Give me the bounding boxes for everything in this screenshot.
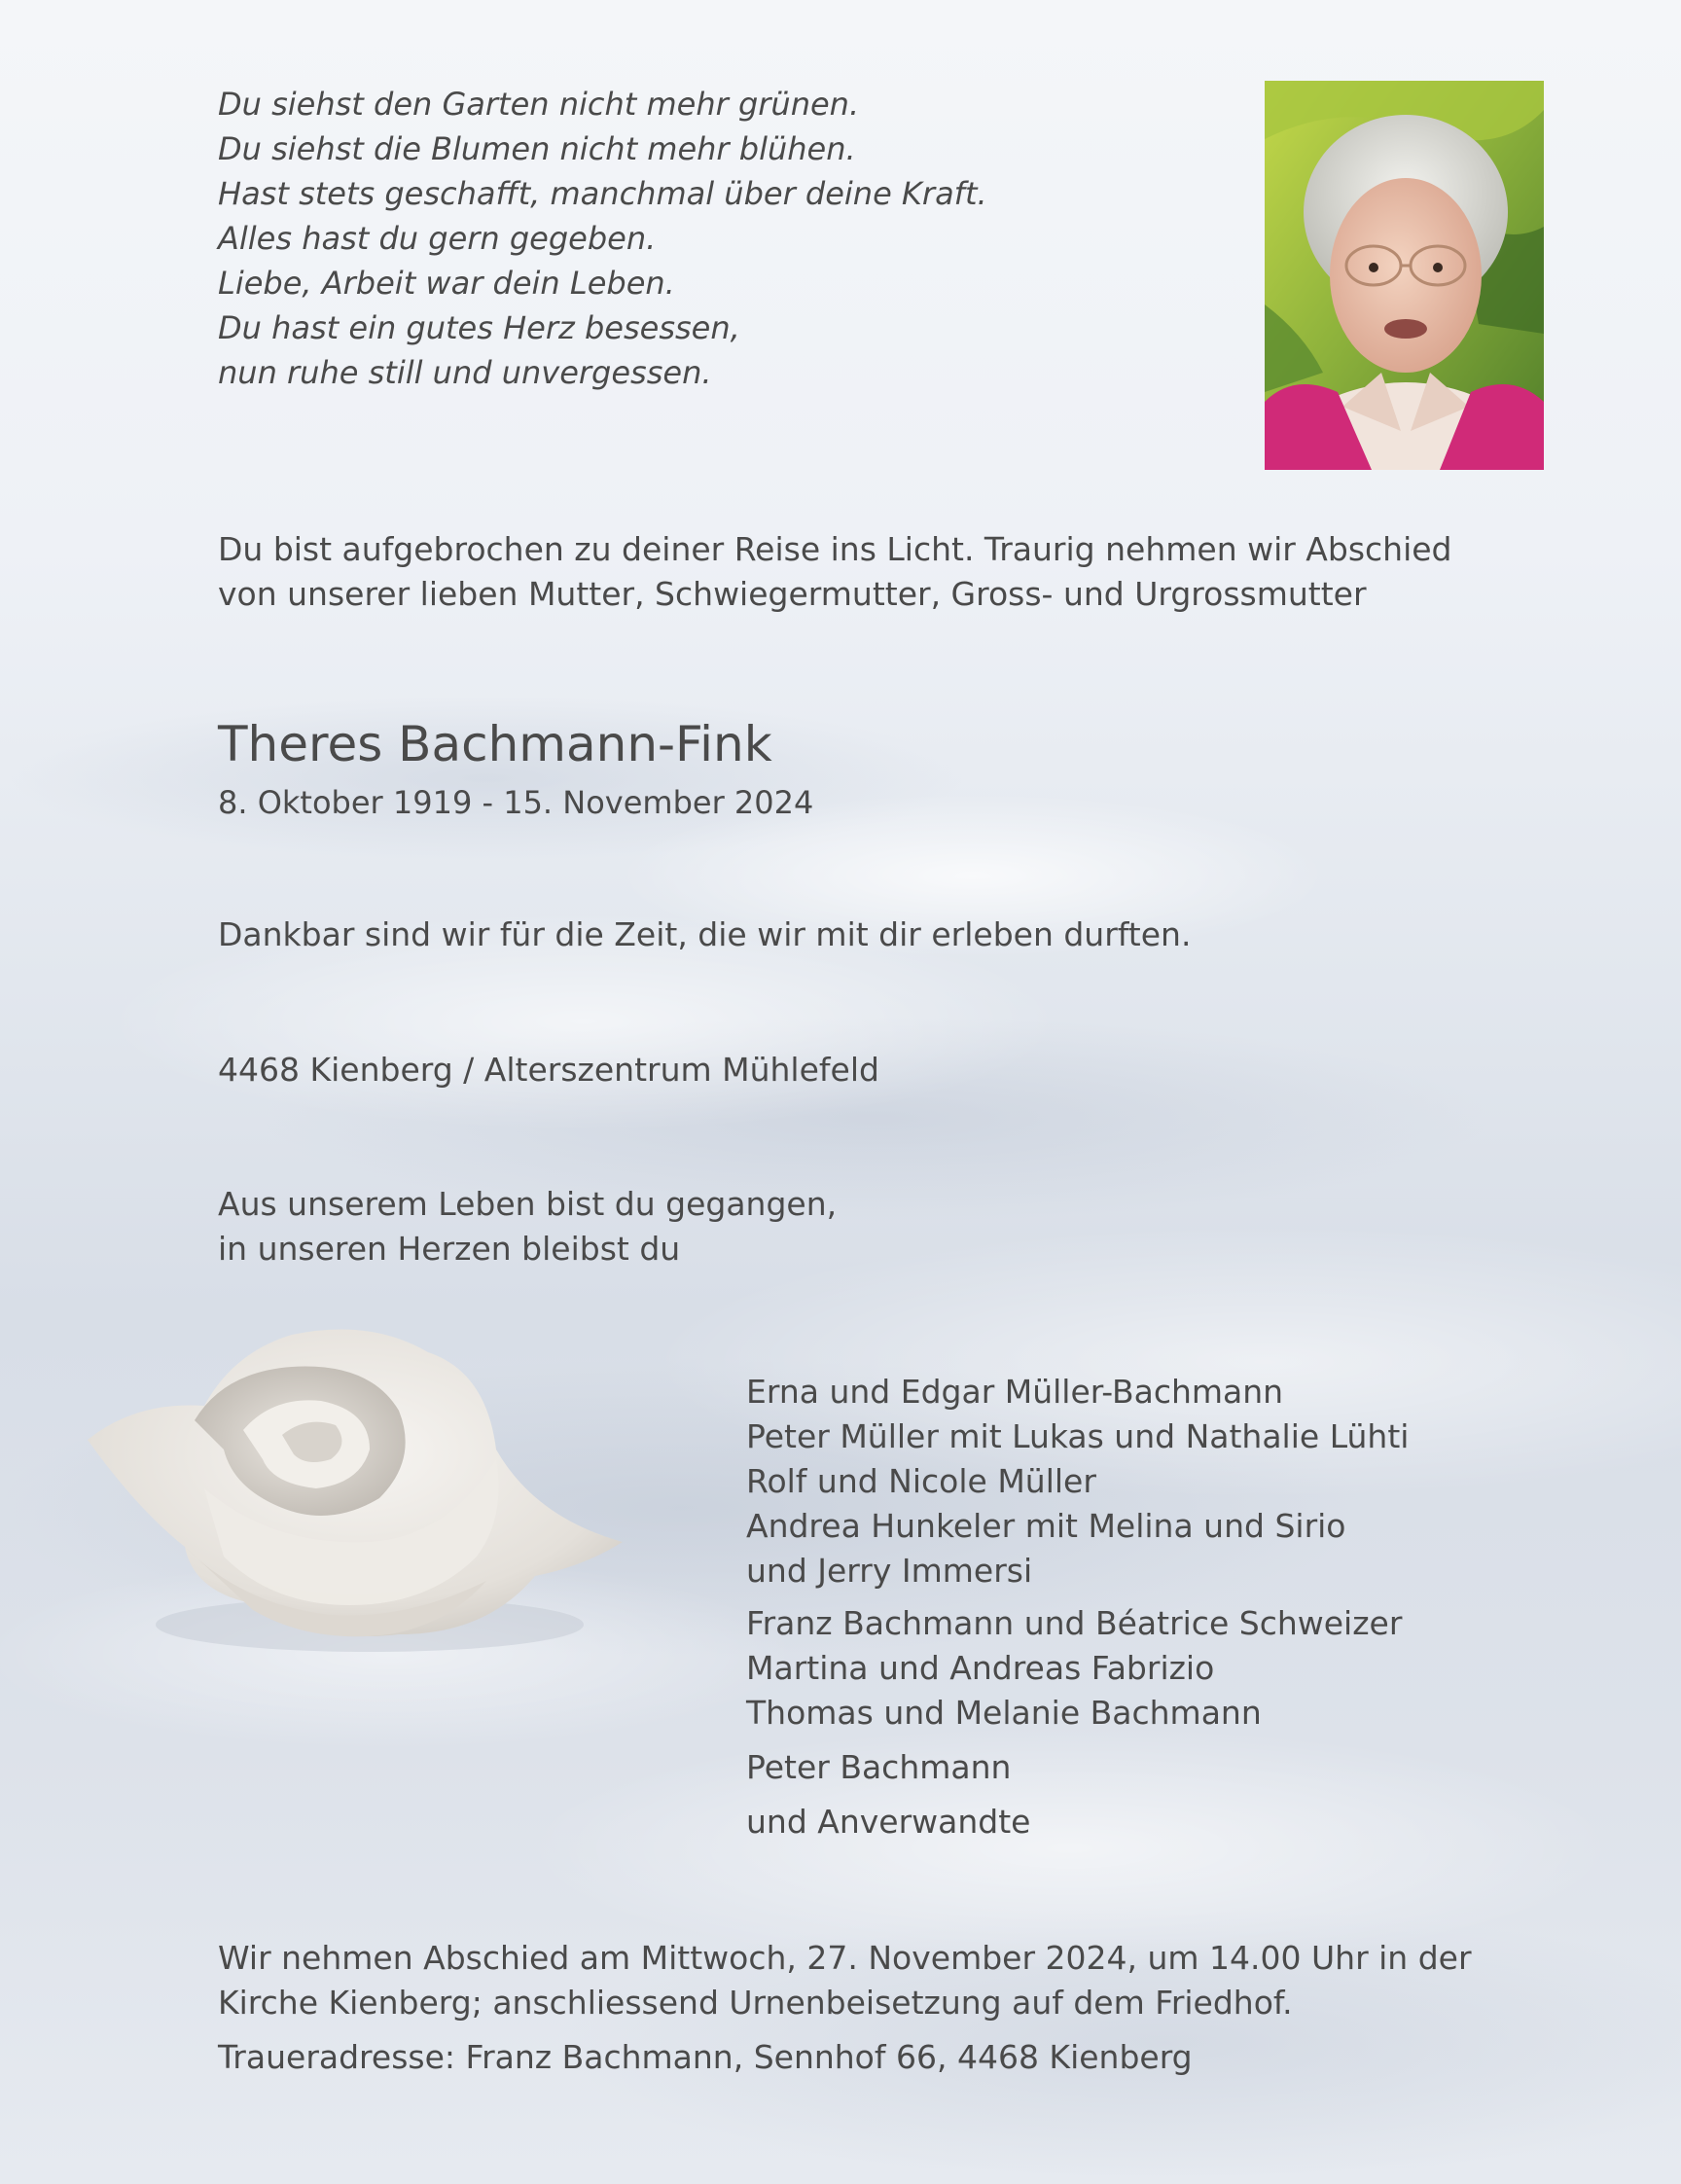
mourner-group: [746, 1800, 1409, 1844]
mourner-group: [746, 1601, 1409, 1736]
mourner-line: Peter Müller mit Lukas und Nathalie Lühti: [746, 1417, 1410, 1455]
white-rose-image: [78, 1313, 623, 1664]
intro-line: Du bist aufgebrochen zu deiner Reise ins Licht. Traurig nehmen wir Abschied: [218, 530, 1452, 568]
mourner-group: [746, 1745, 1409, 1790]
poem-line: Liebe, Arbeit war dein Leben.: [218, 265, 675, 302]
poem-line: Du siehst die Blumen nicht mehr blühen.: [218, 130, 856, 167]
service-line: Kirche Kienberg; anschliessend Urnenbeisetzung auf dem Friedhof.: [218, 1984, 1293, 2022]
closing-line: Aus unserem Leben bist du gegangen,: [218, 1185, 838, 1223]
mourner-group: [746, 1370, 1409, 1593]
poem: [218, 82, 1191, 395]
intro-text: [218, 527, 1599, 617]
mourner-line: und Anverwandte: [746, 1803, 1031, 1841]
gratitude-line: Dankbar sind wir für die Zeit, die wir mit dir erleben durften.: [218, 915, 1192, 953]
closing-verse: [218, 1182, 837, 1271]
mourner-line: und Jerry Immersi: [746, 1552, 1033, 1590]
mourning-address: Traueradresse: Franz Bachmann, Sennhof 66, 4468 Kienberg: [218, 2038, 1193, 2076]
closing-line: in unseren Herzen bleibst du: [218, 1230, 681, 1268]
mourner-line: Rolf und Nicole Müller: [746, 1462, 1096, 1500]
poem-line: Hast stets geschafft, manchmal über deine Kraft.: [218, 175, 987, 212]
poem-line: Du siehst den Garten nicht mehr grünen.: [218, 86, 860, 123]
mourner-line: Thomas und Melanie Bachmann: [746, 1694, 1262, 1732]
mourner-line: Peter Bachmann: [746, 1748, 1012, 1786]
life-dates: 8. Oktober 1919 - 15. November 2024: [218, 784, 814, 821]
mourners-list: [746, 1370, 1409, 1844]
poem-line: Du hast ein gutes Herz besessen,: [218, 309, 740, 346]
service-line: Wir nehmen Abschied am Mittwoch, 27. November 2024, um 14.00 Uhr in der: [218, 1939, 1472, 1977]
mourner-line: Erna und Edgar Müller-Bachmann: [746, 1373, 1284, 1411]
intro-line: von unserer lieben Mutter, Schwiegermutter, Gross- und Urgrossmutter: [218, 575, 1367, 613]
mourner-line: Andrea Hunkeler mit Melina und Sirio: [746, 1507, 1346, 1545]
poem-line: nun ruhe still und unvergessen.: [218, 354, 712, 391]
mourner-line: Martina und Andreas Fabrizio: [746, 1649, 1215, 1687]
location-line: 4468 Kienberg / Alterszentrum Mühlefeld: [218, 1051, 879, 1089]
service-info: [218, 1936, 1472, 2080]
deceased-name: Theres Bachmann-Fink: [218, 716, 772, 772]
mourner-line: Franz Bachmann und Béatrice Schweizer: [746, 1604, 1403, 1642]
poem-line: Alles hast du gern gegeben.: [218, 220, 657, 257]
portrait-photo: [1265, 81, 1544, 470]
